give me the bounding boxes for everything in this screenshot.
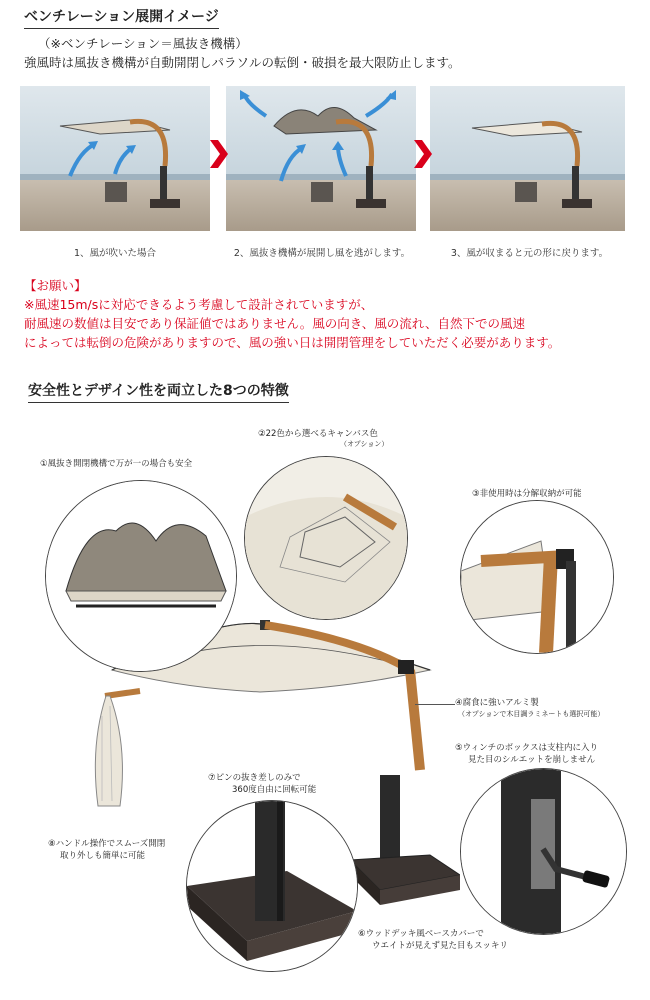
feature5-label-line1: ⑤ウィンチのボックスは支柱内に入り (455, 743, 599, 753)
feature1-detail (45, 480, 237, 672)
feature4-label: ④腐食に強いアルミ製 (455, 698, 539, 708)
step3-image (430, 86, 625, 231)
chevron-right-icon (210, 140, 228, 172)
chevron-right-icon (414, 140, 432, 172)
features-title: 安全性とデザイン性を両立した8つの特徴 (28, 380, 289, 403)
feature1-label: ①風抜き開閉機構で万が一の場合も安全 (40, 459, 193, 469)
feature8-label-line1: ⑧ハンドル操作でスムーズ開閉 (48, 839, 166, 849)
feature7-label-line2: 360度自由に回転可能 (232, 785, 317, 795)
ventilation-description: 強風時は風抜き機構が自動開閉しパラソルの転倒・破損を最大限防止します。 (24, 55, 461, 70)
feature2-label: ②22色から選べるキャンバス色 (258, 429, 378, 439)
feature7-label-line1: ⑦ピンの抜き差しのみで (208, 773, 301, 783)
feature3-detail (460, 500, 614, 654)
request-line-3: によっては転倒の危険がありますので、風の強い日は開閉管理をしていただく必要があります。 (24, 335, 561, 350)
feature8-label-line2: 取り外しも簡単に可能 (60, 851, 146, 861)
furled-umbrella-image (80, 676, 165, 811)
feature5-detail (460, 768, 627, 935)
ventilation-subtitle: （※ベンチレーション＝風抜き機構） (38, 36, 248, 51)
feature4-sublabel: （オプションで木目調ラミネートも選択可能） (458, 710, 605, 718)
feature4-leader-line (415, 704, 455, 705)
step1-image (20, 86, 210, 231)
feature6-label-line1: ⑥ウッドデッキ風ベースカバーで (358, 929, 484, 939)
step3-caption: 3、風が収まると元の形に戻ります。 (450, 248, 609, 259)
step1-caption: 1、風が吹いた場合 (73, 248, 157, 259)
feature6-label-line2: ウエイトが見えず見た目もスッキリ (372, 941, 508, 951)
request-line-2: 耐風速の数値は目安であり保証値ではありません。風の向き、風の流れ、自然下での風速 (24, 316, 526, 331)
request-heading: 【お願い】 (24, 278, 87, 293)
feature2-sublabel: （オプション） (340, 440, 389, 448)
step2-caption: 2、風抜き機構が展開し風を逃がします。 (233, 248, 411, 259)
feature7-detail (186, 800, 358, 972)
step2-image (226, 86, 416, 231)
ventilation-title: ベンチレーション展開イメージ (24, 6, 219, 29)
request-line-1: ※風速15m/sに対応できるよう考慮して設計されていますが、 (24, 297, 374, 312)
feature2-detail (244, 456, 408, 620)
feature3-label: ③非使用時は分解収納が可能 (472, 489, 582, 499)
feature5-label-line2: 見た目のシルエットを崩しません (468, 755, 596, 765)
